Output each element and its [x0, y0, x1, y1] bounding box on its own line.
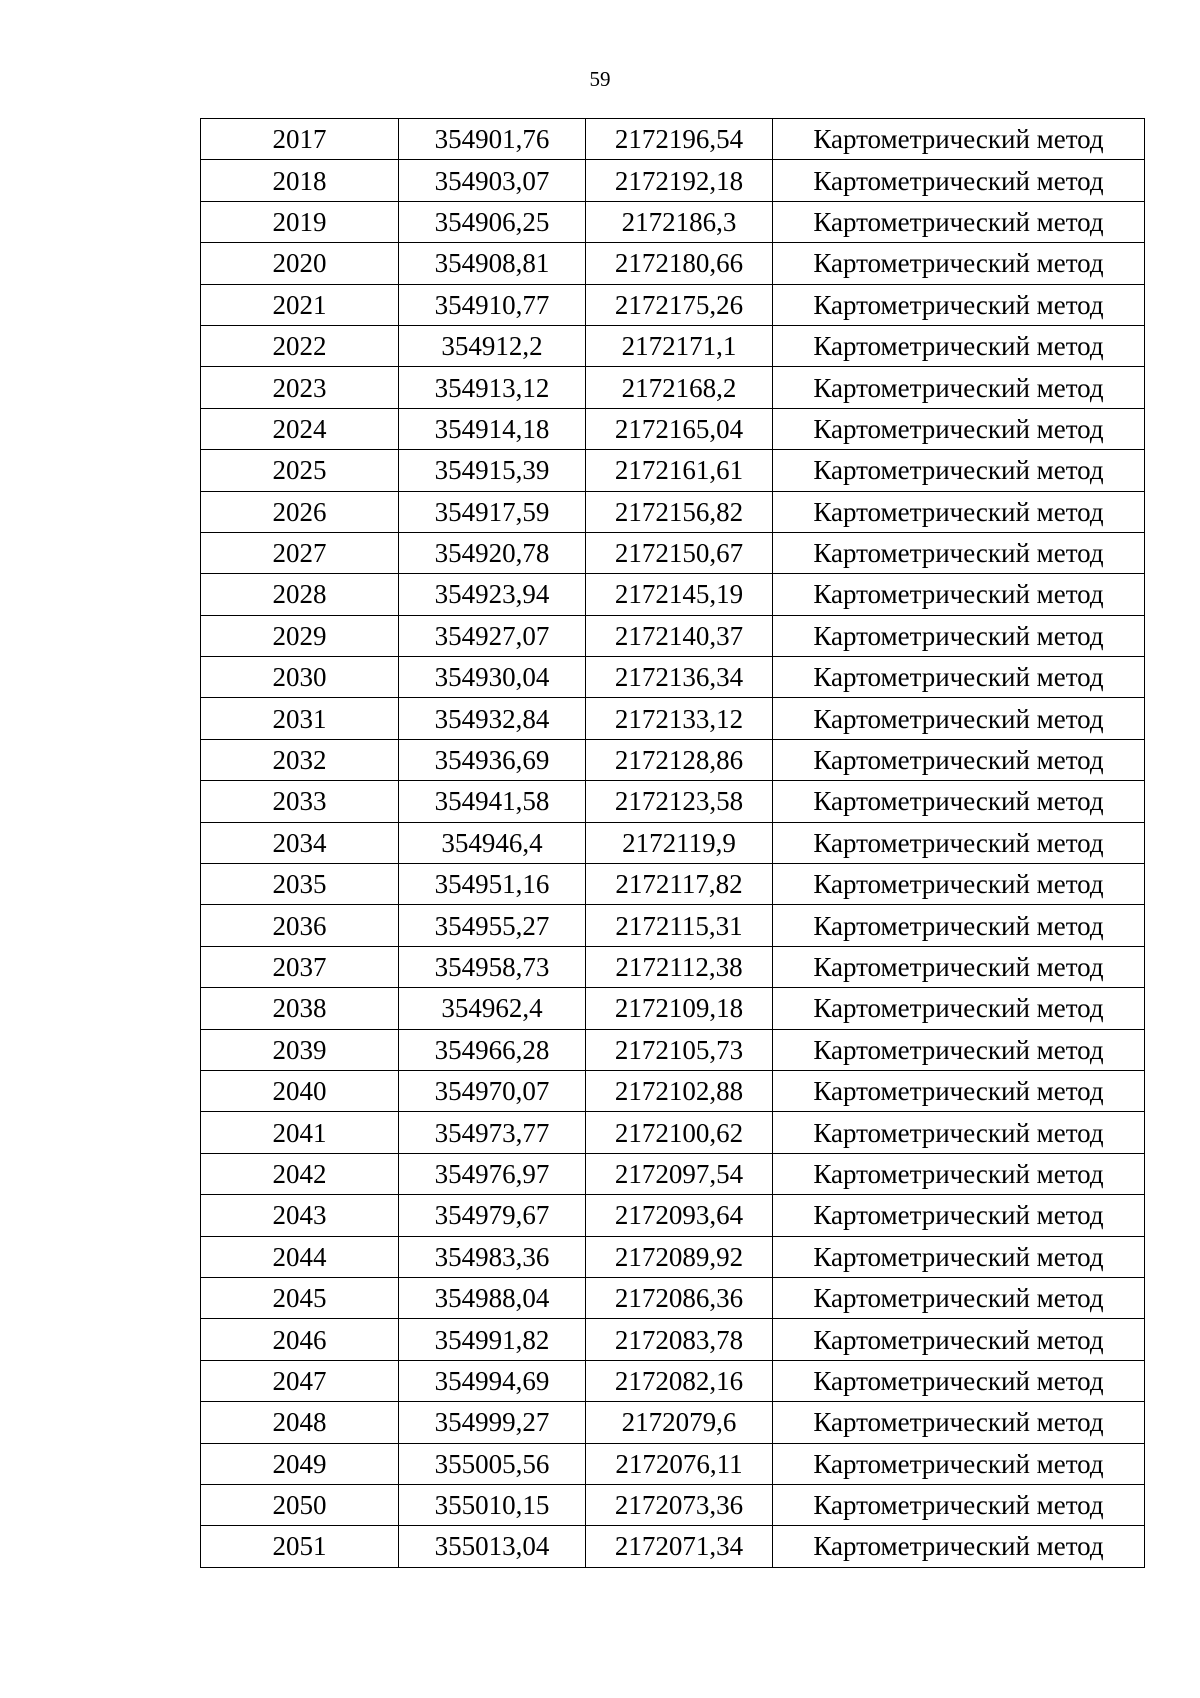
point-number-cell: 2045 — [201, 1277, 399, 1318]
y-coordinate-cell: 2172100,62 — [586, 1112, 773, 1153]
y-coordinate-cell: 2172123,58 — [586, 781, 773, 822]
y-coordinate-cell: 2172082,16 — [586, 1360, 773, 1401]
table-row — [201, 657, 1145, 698]
table-row — [201, 201, 1145, 242]
point-number-cell: 2051 — [201, 1526, 399, 1567]
x-coordinate-cell: 354927,07 — [399, 615, 586, 656]
table-row — [201, 160, 1145, 201]
point-number-cell: 2026 — [201, 491, 399, 532]
point-number-cell: 2036 — [201, 905, 399, 946]
x-coordinate-cell: 354912,2 — [399, 325, 586, 366]
point-number-cell: 2031 — [201, 698, 399, 739]
x-coordinate-cell: 354901,76 — [399, 119, 586, 160]
y-coordinate-cell: 2172102,88 — [586, 1070, 773, 1111]
y-coordinate-cell: 2172186,3 — [586, 201, 773, 242]
y-coordinate-cell: 2172115,31 — [586, 905, 773, 946]
point-number-cell: 2038 — [201, 988, 399, 1029]
point-number-cell: 2027 — [201, 532, 399, 573]
point-number-cell: 2048 — [201, 1402, 399, 1443]
method-cell: Картометрический метод — [773, 1029, 1145, 1070]
table-row — [201, 119, 1145, 160]
y-coordinate-cell: 2172128,86 — [586, 739, 773, 780]
y-coordinate-cell: 2172071,34 — [586, 1526, 773, 1567]
point-number-cell: 2041 — [201, 1112, 399, 1153]
point-number-cell: 2032 — [201, 739, 399, 780]
point-number-cell: 2050 — [201, 1484, 399, 1525]
x-coordinate-cell: 354976,97 — [399, 1153, 586, 1194]
point-number-cell: 2046 — [201, 1319, 399, 1360]
method-cell: Картометрический метод — [773, 284, 1145, 325]
x-coordinate-cell: 354966,28 — [399, 1029, 586, 1070]
y-coordinate-cell: 2172175,26 — [586, 284, 773, 325]
point-number-cell: 2023 — [201, 367, 399, 408]
coordinates-table — [200, 118, 1145, 1568]
y-coordinate-cell: 2172105,73 — [586, 1029, 773, 1070]
table-row — [201, 532, 1145, 573]
page-number: 59 — [589, 67, 611, 91]
method-cell: Картометрический метод — [773, 1236, 1145, 1277]
x-coordinate-cell: 354920,78 — [399, 532, 586, 573]
method-cell: Картометрический метод — [773, 450, 1145, 491]
x-coordinate-cell: 354932,84 — [399, 698, 586, 739]
method-cell: Картометрический метод — [773, 781, 1145, 822]
method-cell: Картометрический метод — [773, 1402, 1145, 1443]
x-coordinate-cell: 355010,15 — [399, 1484, 586, 1525]
table-row — [201, 1484, 1145, 1525]
x-coordinate-cell: 354951,16 — [399, 864, 586, 905]
y-coordinate-cell: 2172083,78 — [586, 1319, 773, 1360]
table-row — [201, 905, 1145, 946]
table-row — [201, 822, 1145, 863]
y-coordinate-cell: 2172140,37 — [586, 615, 773, 656]
table-row — [201, 574, 1145, 615]
method-cell: Картометрический метод — [773, 1277, 1145, 1318]
y-coordinate-cell: 2172180,66 — [586, 243, 773, 284]
table-row — [201, 408, 1145, 449]
method-cell: Картометрический метод — [773, 119, 1145, 160]
y-coordinate-cell: 2172161,61 — [586, 450, 773, 491]
x-coordinate-cell: 354962,4 — [399, 988, 586, 1029]
method-cell: Картометрический метод — [773, 1484, 1145, 1525]
x-coordinate-cell: 354958,73 — [399, 946, 586, 987]
point-number-cell: 2019 — [201, 201, 399, 242]
x-coordinate-cell: 354973,77 — [399, 1112, 586, 1153]
x-coordinate-cell: 354903,07 — [399, 160, 586, 201]
y-coordinate-cell: 2172150,67 — [586, 532, 773, 573]
point-number-cell: 2044 — [201, 1236, 399, 1277]
x-coordinate-cell: 355005,56 — [399, 1443, 586, 1484]
x-coordinate-cell: 354913,12 — [399, 367, 586, 408]
table-row — [201, 1443, 1145, 1484]
table-row — [201, 781, 1145, 822]
table-row — [201, 243, 1145, 284]
point-number-cell: 2040 — [201, 1070, 399, 1111]
table-row — [201, 615, 1145, 656]
point-number-cell: 2020 — [201, 243, 399, 284]
point-number-cell: 2025 — [201, 450, 399, 491]
y-coordinate-cell: 2172136,34 — [586, 657, 773, 698]
x-coordinate-cell: 354906,25 — [399, 201, 586, 242]
point-number-cell: 2024 — [201, 408, 399, 449]
x-coordinate-cell: 354955,27 — [399, 905, 586, 946]
y-coordinate-cell: 2172171,1 — [586, 325, 773, 366]
y-coordinate-cell: 2172192,18 — [586, 160, 773, 201]
x-coordinate-cell: 354915,39 — [399, 450, 586, 491]
y-coordinate-cell: 2172156,82 — [586, 491, 773, 532]
method-cell: Картометрический метод — [773, 201, 1145, 242]
x-coordinate-cell: 354908,81 — [399, 243, 586, 284]
point-number-cell: 2017 — [201, 119, 399, 160]
x-coordinate-cell: 354941,58 — [399, 781, 586, 822]
x-coordinate-cell: 354917,59 — [399, 491, 586, 532]
method-cell: Картометрический метод — [773, 822, 1145, 863]
y-coordinate-cell: 2172119,9 — [586, 822, 773, 863]
table-row — [201, 284, 1145, 325]
x-coordinate-cell: 354914,18 — [399, 408, 586, 449]
y-coordinate-cell: 2172145,19 — [586, 574, 773, 615]
method-cell: Картометрический метод — [773, 1070, 1145, 1111]
table-row — [201, 1360, 1145, 1401]
x-coordinate-cell: 354946,4 — [399, 822, 586, 863]
point-number-cell: 2039 — [201, 1029, 399, 1070]
method-cell: Картометрический метод — [773, 905, 1145, 946]
method-cell: Картометрический метод — [773, 243, 1145, 284]
table-row — [201, 698, 1145, 739]
x-coordinate-cell: 354999,27 — [399, 1402, 586, 1443]
point-number-cell: 2043 — [201, 1195, 399, 1236]
point-number-cell: 2034 — [201, 822, 399, 863]
y-coordinate-cell: 2172089,92 — [586, 1236, 773, 1277]
table-row — [201, 1195, 1145, 1236]
y-coordinate-cell: 2172086,36 — [586, 1277, 773, 1318]
x-coordinate-cell: 355013,04 — [399, 1526, 586, 1567]
method-cell: Картометрический метод — [773, 1360, 1145, 1401]
y-coordinate-cell: 2172196,54 — [586, 119, 773, 160]
point-number-cell: 2030 — [201, 657, 399, 698]
method-cell: Картометрический метод — [773, 1153, 1145, 1194]
y-coordinate-cell: 2172109,18 — [586, 988, 773, 1029]
x-coordinate-cell: 354910,77 — [399, 284, 586, 325]
point-number-cell: 2033 — [201, 781, 399, 822]
table-row — [201, 325, 1145, 366]
table-row — [201, 739, 1145, 780]
method-cell: Картометрический метод — [773, 574, 1145, 615]
y-coordinate-cell: 2172076,11 — [586, 1443, 773, 1484]
method-cell: Картометрический метод — [773, 615, 1145, 656]
coordinates-table-body — [201, 119, 1145, 1568]
table-row — [201, 1402, 1145, 1443]
point-number-cell: 2035 — [201, 864, 399, 905]
table-row — [201, 1277, 1145, 1318]
point-number-cell: 2049 — [201, 1443, 399, 1484]
x-coordinate-cell: 354930,04 — [399, 657, 586, 698]
point-number-cell: 2018 — [201, 160, 399, 201]
method-cell: Картометрический метод — [773, 657, 1145, 698]
y-coordinate-cell: 2172133,12 — [586, 698, 773, 739]
x-coordinate-cell: 354991,82 — [399, 1319, 586, 1360]
point-number-cell: 2037 — [201, 946, 399, 987]
method-cell: Картометрический метод — [773, 988, 1145, 1029]
x-coordinate-cell: 354936,69 — [399, 739, 586, 780]
table-row — [201, 1153, 1145, 1194]
y-coordinate-cell: 2172079,6 — [586, 1402, 773, 1443]
method-cell: Картометрический метод — [773, 1443, 1145, 1484]
x-coordinate-cell: 354923,94 — [399, 574, 586, 615]
point-number-cell: 2047 — [201, 1360, 399, 1401]
method-cell: Картометрический метод — [773, 532, 1145, 573]
table-row — [201, 367, 1145, 408]
x-coordinate-cell: 354988,04 — [399, 1277, 586, 1318]
table-row — [201, 450, 1145, 491]
y-coordinate-cell: 2172097,54 — [586, 1153, 773, 1194]
method-cell: Картометрический метод — [773, 1319, 1145, 1360]
x-coordinate-cell: 354979,67 — [399, 1195, 586, 1236]
table-row — [201, 1070, 1145, 1111]
table-row — [201, 1236, 1145, 1277]
table-row — [201, 1526, 1145, 1567]
method-cell: Картометрический метод — [773, 864, 1145, 905]
table-row — [201, 1029, 1145, 1070]
method-cell: Картометрический метод — [773, 160, 1145, 201]
point-number-cell: 2029 — [201, 615, 399, 656]
method-cell: Картометрический метод — [773, 946, 1145, 987]
method-cell: Картометрический метод — [773, 1526, 1145, 1567]
table-row — [201, 864, 1145, 905]
method-cell: Картометрический метод — [773, 325, 1145, 366]
x-coordinate-cell: 354983,36 — [399, 1236, 586, 1277]
table-row — [201, 946, 1145, 987]
y-coordinate-cell: 2172168,2 — [586, 367, 773, 408]
table-row — [201, 491, 1145, 532]
point-number-cell: 2028 — [201, 574, 399, 615]
table-row — [201, 1112, 1145, 1153]
point-number-cell: 2042 — [201, 1153, 399, 1194]
method-cell: Картометрический метод — [773, 739, 1145, 780]
table-row — [201, 988, 1145, 1029]
table-row — [201, 1319, 1145, 1360]
point-number-cell: 2021 — [201, 284, 399, 325]
y-coordinate-cell: 2172117,82 — [586, 864, 773, 905]
x-coordinate-cell: 354994,69 — [399, 1360, 586, 1401]
y-coordinate-cell: 2172165,04 — [586, 408, 773, 449]
x-coordinate-cell: 354970,07 — [399, 1070, 586, 1111]
method-cell: Картометрический метод — [773, 698, 1145, 739]
method-cell: Картометрический метод — [773, 491, 1145, 532]
y-coordinate-cell: 2172112,38 — [586, 946, 773, 987]
y-coordinate-cell: 2172093,64 — [586, 1195, 773, 1236]
point-number-cell: 2022 — [201, 325, 399, 366]
method-cell: Картометрический метод — [773, 1195, 1145, 1236]
y-coordinate-cell: 2172073,36 — [586, 1484, 773, 1525]
method-cell: Картометрический метод — [773, 1112, 1145, 1153]
method-cell: Картометрический метод — [773, 367, 1145, 408]
method-cell: Картометрический метод — [773, 408, 1145, 449]
